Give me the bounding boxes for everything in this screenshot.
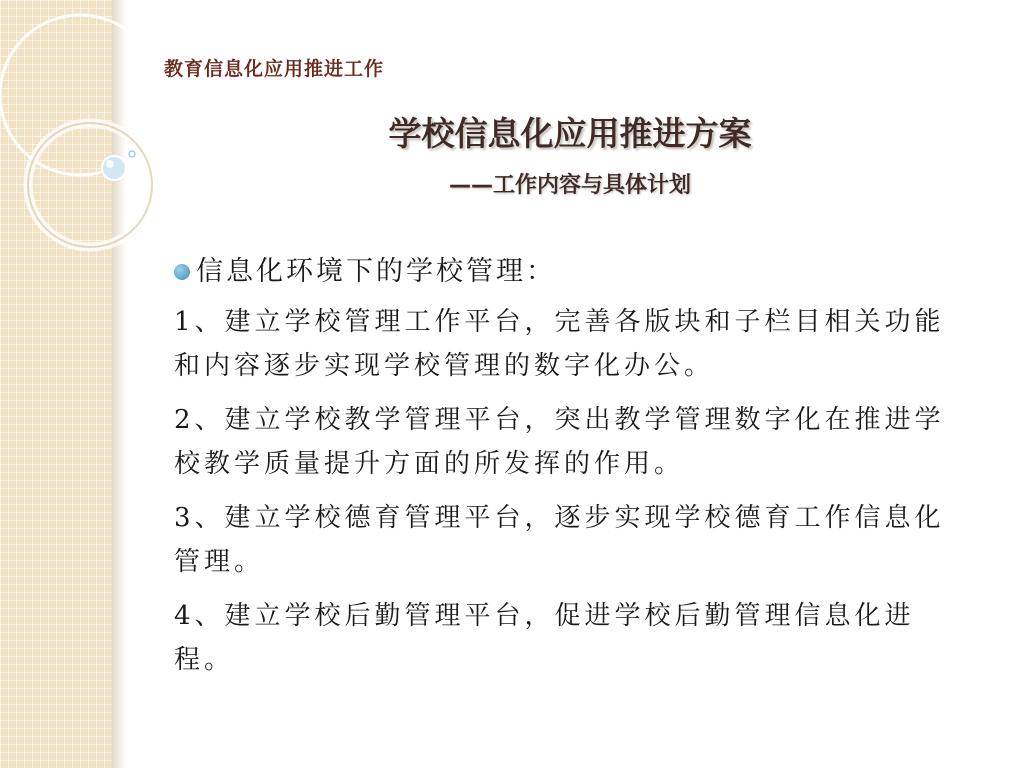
- list-item-3: 3、建立学校德育管理平台，逐步实现学校德育工作信息化管理。: [174, 503, 945, 577]
- list-item-1: 1、建立学校管理工作平台，完善各版块和子栏目相关功能和内容逐步实现学校管理的数字化办公。: [174, 307, 945, 381]
- slide-content: [174, 250, 964, 692]
- bullet-heading: [174, 250, 964, 294]
- bullet-dot-icon: [174, 264, 190, 280]
- slide-subtitle: ——工作内容与具体计划: [448, 173, 691, 198]
- slide-title: 学校信息化应用推进方案: [388, 114, 752, 153]
- bullet-heading-text: 信息化环境下的学校管理：: [196, 256, 556, 287]
- list-item-2: 2、建立学校教学管理平台，突出教学管理数字化在推进学校教学质量提升方面的所发挥的作用。: [174, 405, 945, 479]
- subject-label: 教育信息化应用推进工作: [164, 58, 385, 80]
- list-item-4: 4、建立学校后勤管理平台，促进学校后勤管理信息化进程。: [174, 601, 915, 675]
